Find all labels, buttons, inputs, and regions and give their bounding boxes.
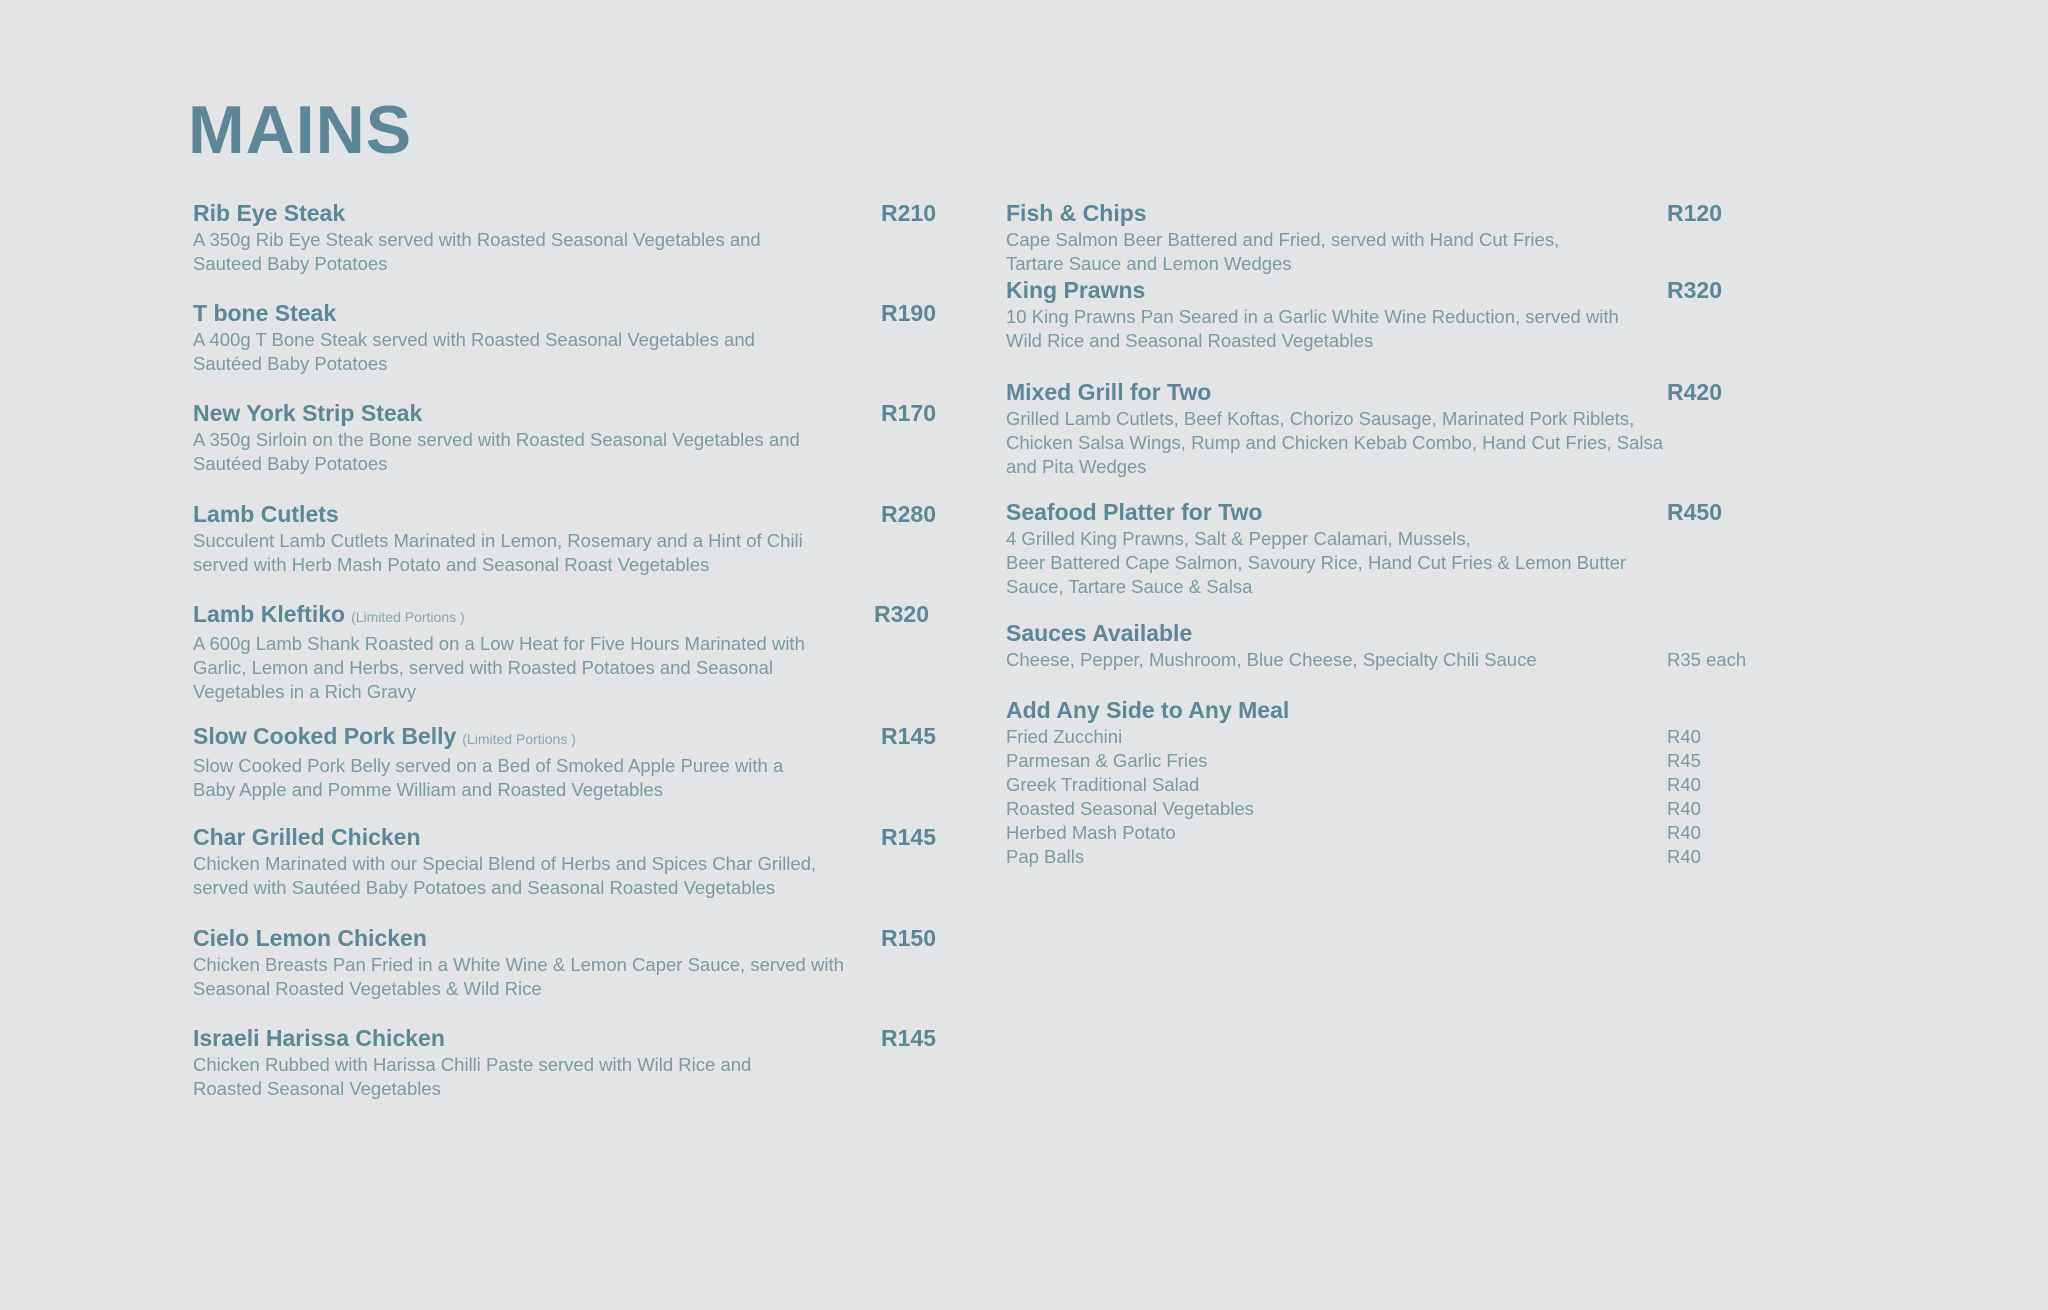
side-item-price: R40 bbox=[1667, 774, 1701, 795]
menu-item bbox=[193, 198, 943, 276]
menu-item-description: Chicken Rubbed with Harissa Chilli Paste served with Wild Rice and Roasted Seasonal Vegetables bbox=[193, 1054, 752, 1099]
menu-item bbox=[1006, 377, 1806, 479]
sauces-row bbox=[1006, 648, 1806, 672]
menu-item-description: 10 King Prawns Pan Seared in a Garlic White Wine Reduction, served with Wild Rice and Seasonal Roasted Vegetables bbox=[1006, 306, 1619, 351]
menu-item bbox=[193, 721, 943, 802]
menu-item-description: A 350g Rib Eye Steak served with Roasted Seasonal Vegetables and Sauteed Baby Potatoes bbox=[193, 229, 761, 274]
sauces-section bbox=[1006, 618, 1806, 672]
side-item-name: Roasted Seasonal Vegetables bbox=[1006, 798, 1254, 819]
side-item-price: R40 bbox=[1667, 726, 1701, 747]
menu-item bbox=[193, 298, 943, 376]
menu-item-name: Rib Eye Steak bbox=[193, 200, 346, 226]
side-item-price: R40 bbox=[1667, 846, 1701, 867]
side-item-price: R45 bbox=[1667, 750, 1701, 771]
menu-item-price: R190 bbox=[881, 300, 936, 326]
menu-item-description: Cape Salmon Beer Battered and Fried, served with Hand Cut Fries, Tartare Sauce and Lemon Wedges bbox=[1006, 229, 1560, 274]
menu-item-note: (Limited Portions ) bbox=[462, 731, 576, 747]
menu-item-price: R145 bbox=[881, 1025, 936, 1051]
menu-item bbox=[193, 1023, 943, 1101]
menu-item bbox=[193, 398, 943, 476]
menu-item-description: Succulent Lamb Cutlets Marinated in Lemon, Rosemary and a Hint of Chili served with Herb Mash Potato and Seasonal Roast Vegetables bbox=[193, 530, 803, 575]
menu-item-name: King Prawns bbox=[1006, 277, 1146, 303]
sides-heading: Add Any Side to Any Meal bbox=[1006, 697, 1290, 723]
menu-item-price: R320 bbox=[1667, 277, 1722, 303]
menu-item-description: A 600g Lamb Shank Roasted on a Low Heat for Five Hours Marinated with Garlic, Lemon and Herbs, served with Roasted Potatoes and Seasonal Vegetables in a Rich Gravy bbox=[193, 633, 805, 702]
menu-item-name: Israeli Harissa Chicken bbox=[193, 1025, 445, 1051]
menu-item-price: R210 bbox=[881, 200, 936, 226]
side-item bbox=[1006, 725, 1806, 749]
side-item-name: Pap Balls bbox=[1006, 846, 1085, 867]
menu-item-name: Lamb Kleftiko bbox=[193, 601, 346, 627]
menu-item-price: R450 bbox=[1667, 499, 1722, 525]
menu-item-price: R420 bbox=[1667, 379, 1722, 405]
menu-item-name: New York Strip Steak bbox=[193, 400, 423, 426]
side-item-price: R40 bbox=[1667, 822, 1701, 843]
menu-item-name: Slow Cooked Pork Belly bbox=[193, 723, 457, 749]
side-item bbox=[1006, 773, 1806, 797]
menu-item-name-row bbox=[193, 721, 943, 754]
side-item-price: R40 bbox=[1667, 798, 1701, 819]
side-item bbox=[1006, 821, 1806, 845]
page-title: MAINS bbox=[188, 92, 413, 168]
menu-item-description: A 400g T Bone Steak served with Roasted Seasonal Vegetables and Sautéed Baby Potatoes bbox=[193, 329, 755, 374]
menu-item-price: R145 bbox=[881, 723, 936, 749]
menu-item-name: Mixed Grill for Two bbox=[1006, 379, 1212, 405]
menu-item bbox=[193, 822, 943, 900]
menu-item-name-row bbox=[193, 599, 943, 632]
side-item-name: Fried Zucchini bbox=[1006, 726, 1123, 747]
menu-item-name: Lamb Cutlets bbox=[193, 501, 339, 527]
menu-item-name: Cielo Lemon Chicken bbox=[193, 925, 427, 951]
side-item-name: Herbed Mash Potato bbox=[1006, 822, 1176, 843]
menu-item-name: Char Grilled Chicken bbox=[193, 824, 421, 850]
side-item bbox=[1006, 845, 1806, 869]
menu-item-name: Seafood Platter for Two bbox=[1006, 499, 1263, 525]
menu-item-name: T bone Steak bbox=[193, 300, 337, 326]
side-item bbox=[1006, 749, 1806, 773]
sauces-description: Cheese, Pepper, Mushroom, Blue Cheese, Specialty Chili Sauce bbox=[1006, 649, 1537, 670]
menu-item-description: Chicken Marinated with our Special Blend of Herbs and Spices Char Grilled, served with Sautéed Baby Potatoes and Seasonal Roasted Vegetables bbox=[193, 853, 817, 898]
menu-item-description: Grilled Lamb Cutlets, Beef Koftas, Chorizo Sausage, Marinated Pork Riblets, Chicken Salsa Wings, Rump and Chicken Kebab Combo, Hand Cut Fries, Salsa and Pita Wedges bbox=[1006, 408, 1664, 477]
sauces-price: R35 each bbox=[1667, 649, 1747, 670]
menu-item-description: A 350g Sirloin on the Bone served with Roasted Seasonal Vegetables and Sautéed Baby Potatoes bbox=[193, 429, 800, 474]
menu-item-description: Chicken Breasts Pan Fried in a White Wine & Lemon Caper Sauce, served with Seasonal Roasted Vegetables & Wild Rice bbox=[193, 954, 844, 999]
menu-item-note: (Limited Portions ) bbox=[351, 609, 465, 625]
menu-item bbox=[1006, 497, 1806, 599]
side-item bbox=[1006, 797, 1806, 821]
menu-item bbox=[1006, 275, 1806, 353]
menu-item-description: 4 Grilled King Prawns, Salt & Pepper Calamari, Mussels, Beer Battered Cape Salmon, Savoury Rice, Hand Cut Fries & Lemon Butter Sauce, Tartare Sauce & Salsa bbox=[1006, 528, 1627, 597]
side-item-name: Greek Traditional Salad bbox=[1006, 774, 1200, 795]
side-item-name: Parmesan & Garlic Fries bbox=[1006, 750, 1208, 771]
menu-item bbox=[193, 499, 943, 577]
menu-item-price: R145 bbox=[881, 824, 936, 850]
menu-item bbox=[193, 923, 943, 1001]
menu-item-price: R280 bbox=[881, 501, 936, 527]
menu-item bbox=[1006, 198, 1806, 276]
menu-item bbox=[193, 599, 943, 704]
menu-item-price: R120 bbox=[1667, 200, 1722, 226]
sauces-heading: Sauces Available bbox=[1006, 620, 1193, 646]
menu-item-price: R150 bbox=[881, 925, 936, 951]
menu-item-name: Fish & Chips bbox=[1006, 200, 1147, 226]
menu-item-description: Slow Cooked Pork Belly served on a Bed of Smoked Apple Puree with a Baby Apple and Pomme William and Roasted Vegetables bbox=[193, 755, 784, 800]
menu-item-price: R320 bbox=[874, 601, 929, 627]
menu-item-price: R170 bbox=[881, 400, 936, 426]
sides-section bbox=[1006, 695, 1806, 869]
